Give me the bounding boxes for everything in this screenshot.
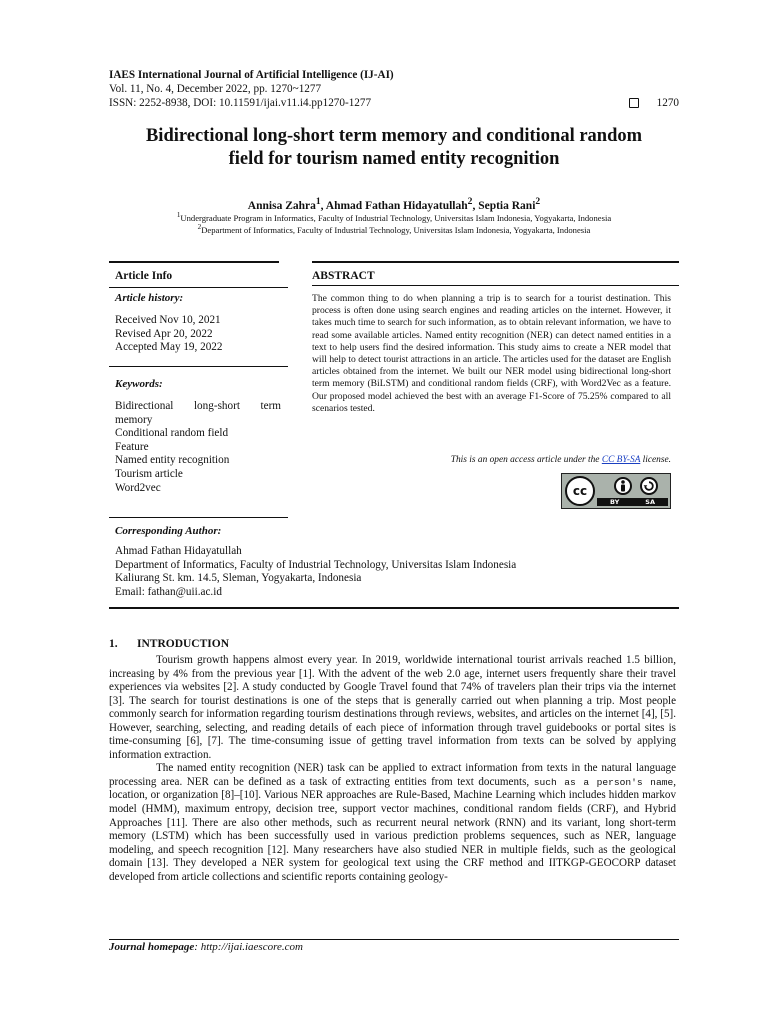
author-affil-mark: 1 [315, 196, 321, 207]
author-name: Septia Rani [478, 199, 536, 212]
keywords-label: Keywords: [115, 378, 163, 390]
title-line-1: Bidirectional long-short term memory and conditional random [145, 126, 643, 146]
keyword-list [115, 400, 281, 495]
share-alike-icon [640, 477, 658, 495]
keyword-item: Tourism article [115, 467, 183, 480]
revised-date: Revised Apr 20, 2022 [115, 327, 213, 340]
footer-rule [109, 939, 679, 940]
section-title: INTRODUCTION [137, 638, 230, 650]
issn-doi: ISSN: 2252-8938, DOI: 10.11591/ijai.v11.i4.pp1270-1277 [109, 97, 372, 109]
journal-homepage-footer: Journal homepage: http://ijai.iaescore.com [109, 941, 303, 953]
square-icon [629, 98, 639, 108]
paragraph: Tourism growth happens almost every year. In 2019, worldwide international tourist arrivals reached 1.5 billion, increasing by 4% from the previous year [1]. With the advent of the web 2.0 age, internet users frequently share their travel experiences via websites [2]. A study conducted by Google Travel found that 74% of travelers plan their trips via the internet [3]. The search for tourist destinations is one of the steps that is generally carried out when planning a trip. Most people commonly search for information regarding tourism destinations through reviews, websites, and articles on the internet [4], [5]. However, searching, selecting, and reading details of each piece of information through travel guidebooks or portal sites is time-consuming [6], [7]. The time-consuming issue of getting travel information from texts can be solved by applying information extraction. [109, 654, 676, 761]
keywords-rule [109, 517, 288, 518]
affiliation-2: $^2$Department of Informatics, Faculty of Industrial Technology, Universitas Islam Indonesia, Yogyakarta, Indonesia [197, 223, 591, 235]
introduction-body [109, 654, 676, 884]
badge-label-strip: BY SA [597, 498, 668, 506]
accepted-date: Accepted May 19, 2022 [115, 341, 223, 354]
creative-commons-icon: cc [565, 476, 595, 506]
person-glyph [618, 480, 628, 492]
article-info-heading-rule [109, 287, 288, 288]
corresponding-bottom-rule [109, 607, 679, 609]
cc-by-sa-link[interactable]: CC BY-SA [601, 455, 641, 465]
paper-title [100, 125, 688, 171]
keyword-item: Bidirectional long-short term memory [115, 400, 281, 426]
section-number: 1. [109, 638, 118, 650]
article-history-label: Article history: [115, 292, 184, 304]
keyword-item: Named entity recognition [115, 454, 230, 467]
author-name: Ahmad Fathan Hidayatullah [325, 199, 468, 212]
corresponding-department: Department of Informatics, Faculty of Industrial Technology, Universitas Islam Indonesia [115, 558, 517, 571]
section-heading-introduction [109, 638, 229, 650]
keyword-item: Conditional random field [115, 427, 229, 440]
title-line-2: field for tourism named entity recognition [228, 149, 560, 169]
corresponding-name: Ahmad Fathan Hidayatullah [115, 545, 242, 557]
keyword-item: Word2vec [115, 481, 161, 494]
journal-volume: Vol. 11, No. 4, December 2022, pp. 1270~1277 [109, 83, 322, 95]
article-info-heading: Article Info [115, 270, 173, 282]
page-number: 1270 [656, 97, 679, 109]
history-rule [109, 366, 288, 367]
cc-by-sa-badge[interactable] [561, 473, 671, 509]
journal-header [109, 68, 679, 110]
attribution-person-icon [614, 477, 632, 495]
issn-line [109, 96, 679, 110]
article-history [115, 314, 223, 355]
abstract-text: The common thing to do when planning a trip is to search for a tourist destination. This process is often done using search engines and reading articles on the internet. However, it takes much time to search for such information, as to obtain relevant information, we have to read some available articles. Named entity recognition (NER) can detect named entities in a text to help users find the desired information. This study aims to create a NER model that will help to detect tourist attractions in an article. The articles used for the dataset are English articles obtained from the internet. We built our NER model using bidirectional long-short term memory (BiLSTM) and conditional random fields (CRF), with Word2Vec as a feature. Our proposed model achieved the best with an average F1-Score of 75.25% compared to all scenarios tested. [312, 293, 671, 414]
author-affil-mark: 2 [535, 196, 541, 207]
author-affil-mark: 2 [467, 196, 473, 207]
keyword-item: Feature [115, 440, 149, 453]
abstract-top-rule [312, 261, 679, 263]
abstract-heading: ABSTRACT [312, 270, 375, 282]
journal-homepage-link[interactable]: http://ijai.iaescore.com [200, 941, 303, 953]
author-list: Annisa Zahra$^1$, Ahmad Fathan Hidayatullah$^2$, Septia Rani$^2$ [247, 196, 541, 212]
journal-name: IAES International Journal of Artificial Intelligence (IJ-AI) [109, 69, 394, 81]
license-statement: This is an open access article under the CC BY-SA license. [450, 455, 671, 465]
received-date: Received Nov 10, 2021 [115, 314, 221, 326]
corresponding-email: Email: fathan@uii.ac.id [115, 585, 222, 598]
corresponding-author-block [115, 545, 516, 599]
corresponding-address: Kaliurang St. km. 14.5, Sleman, Yogyakarta, Indonesia [115, 572, 362, 585]
footer-label: Journal homepage [109, 941, 195, 953]
paragraph: The named entity recognition (NER) task can be applied to extract information from texts in the natural language processing area. NER can be defined as a task of extracting entities from text documents, such as a person's name, location, or organization [8]–[10]. Various NER approaches are Rule-Based, Machine Learning which includes hidden markov model (HMM), maximum entropy, decision tree, support vector machines, conditional random fields (CRF), and Hybrid Approaches [11]. There are also other methods, such as recurrent neural network (RNN) and its variant, long short-term memory (LSTM) which has been successfully used in various prediction problems sequences, such as NER, language modeling, and speech recognition [12]. Many researchers have also studied NER in multiple fields, such as the geological domain [13]. They developed a NER system for geological text using the CRF method and IITKGP-GEOCORP dataset developed from article collections and scientific reports containing geology- [109, 762, 676, 883]
author-name: Annisa Zahra [247, 199, 316, 212]
corresponding-author-label: Corresponding Author: [115, 525, 222, 537]
affiliation-1: $^1$Undergraduate Program in Informatics, Faculty of Industrial Technology, Universitas Islam Indonesia, Yogyakarta, Indonesia [176, 211, 612, 223]
article-info-top-rule [109, 261, 279, 263]
share-alike-glyph [643, 480, 655, 492]
abstract-heading-rule [312, 285, 679, 286]
